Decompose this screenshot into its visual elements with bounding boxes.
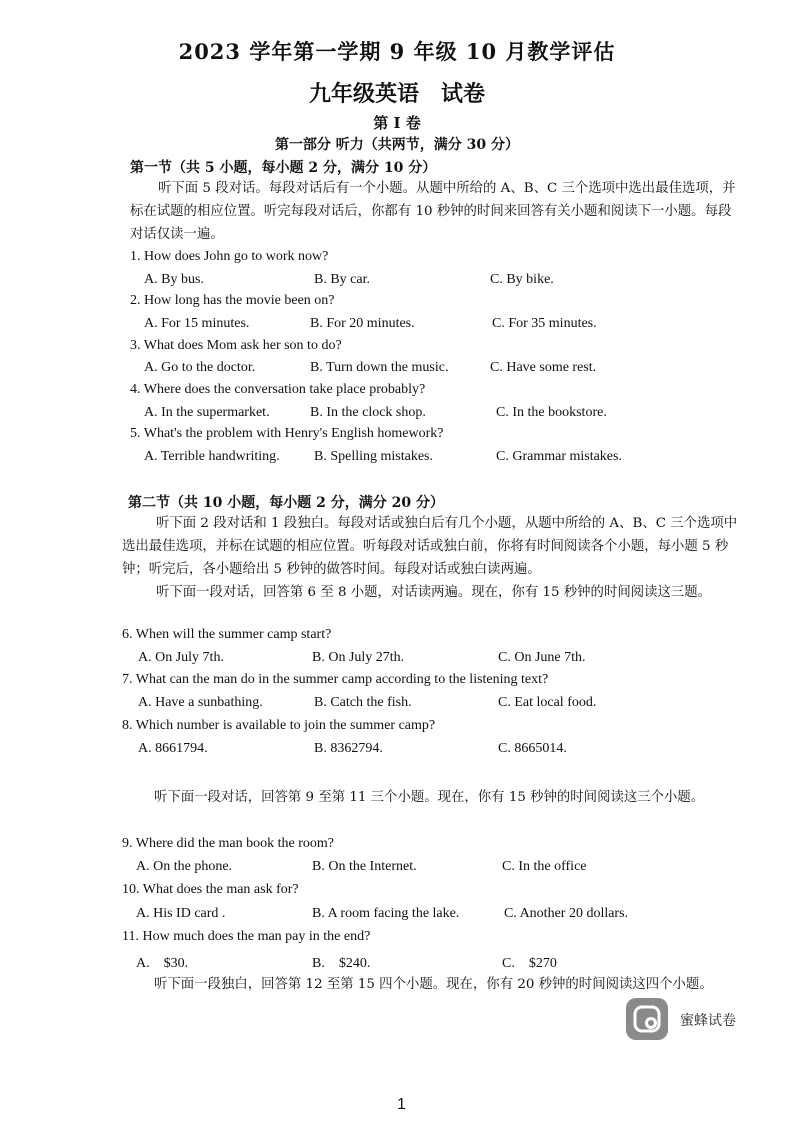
q1-option-a: A. By bus. — [144, 272, 204, 287]
section2-instructions: 听下面 2 段对话和 1 段独白。每段对话或独白后有几个小题，从题中所给的 A、B、C 三个选项中选出最佳选项，并标在试题的相应位置。听每段对话或独白前，你将有时间阅读各个小题，每小题 5 秒钟；听完后，各小题给出 5 秒钟的做答时间。每段对话或独白读两遍。 — [122, 516, 738, 577]
q7-option-c: C. Eat local food. — [498, 695, 597, 710]
intro-questions-6-8: 听下面一段对话，回答第 6 至 8 小题，对话读两遍。现在，你有 15 秒钟的时间阅读这三题。 — [156, 585, 712, 600]
q1-option-b: B. By car. — [314, 272, 370, 287]
question-6: 6. When will the summer camp start? — [122, 627, 332, 642]
question-3: 3. What does Mom ask her son to do? — [130, 338, 342, 353]
q9-option-a: A. On the phone. — [136, 859, 233, 874]
question-9: 9. Where did the man book the room? — [122, 836, 335, 851]
q11-option-b: B. $240. — [312, 956, 371, 971]
q6-option-b: B. On July 27th. — [312, 650, 405, 665]
q10-option-c: C. Another 20 dollars. — [504, 906, 629, 921]
q9-option-c: C. In the office — [502, 859, 587, 874]
question-4: 4. Where does the conversation take place probably? — [130, 382, 426, 397]
section1-instructions: 听下面 5 段对话。每段对话后有一个小题。从题中所给的 A、B、C 三个选项中选出最佳选项，并标在试题的相应位置。听完每段对话后，你都有 10 秒钟的时间来回答有关小题和阅读下一小题。每段对话仅读一遍。 — [130, 181, 736, 242]
volume-label: 第 I 卷 — [373, 114, 421, 132]
exam-title: 2023 学年第一学期 9 年级 10 月教学评估 — [178, 39, 616, 64]
q5-option-a: A. Terrible handwriting. — [144, 449, 280, 464]
question-7: 7. What can the man do in the summer camp according to the listening text? — [122, 672, 549, 687]
q8-option-a: A. 8661794. — [138, 741, 208, 756]
q2-option-c: C. For 35 minutes. — [492, 316, 597, 331]
section1-heading: 第一节（共 5 小题，每小题 2 分，满分 10 分） — [130, 160, 437, 176]
q5-option-c: C. Grammar mistakes. — [496, 449, 622, 464]
q2-option-a: A. For 15 minutes. — [144, 316, 250, 331]
exam-subtitle: 九年级英语 试卷 — [308, 81, 485, 107]
question-11: 11. How much does the man pay in the end? — [122, 929, 371, 944]
q4-option-a: A. In the supermarket. — [144, 405, 270, 420]
page-number: 1 — [397, 1096, 406, 1113]
q6-option-c: C. On June 7th. — [498, 650, 586, 665]
q6-option-a: A. On July 7th. — [138, 650, 224, 665]
question-5: 5. What's the problem with Henry's English homework? — [130, 426, 444, 441]
intro-questions-9-11: 听下面一段对话，回答第 9 至第 11 三个小题。现在，你有 15 秒钟的时间阅读这三个小题。 — [154, 790, 705, 805]
q8-option-b: B. 8362794. — [314, 741, 383, 756]
q11-option-c: C. $270 — [502, 956, 557, 971]
q4-option-c: C. In the bookstore. — [496, 405, 607, 420]
q11-option-a: A. $30. — [136, 956, 189, 971]
q9-option-b: B. On the Internet. — [312, 859, 417, 874]
q1-option-c: C. By bike. — [490, 272, 554, 287]
bee-logo-icon — [626, 998, 668, 1040]
q4-option-b: B. In the clock shop. — [310, 405, 426, 420]
q3-option-b: B. Turn down the music. — [310, 360, 449, 375]
question-10: 10. What does the man ask for? — [122, 882, 299, 897]
q10-option-a: A. His ID card . — [136, 906, 226, 921]
intro-questions-12-15: 听下面一段独白，回答第 12 至第 15 四个小题。现在，你有 20 秒钟的时间阅读这四个小题。 — [154, 977, 713, 992]
question-8: 8. Which number is available to join the summer camp? — [122, 718, 436, 733]
q3-option-c: C. Have some rest. — [490, 360, 597, 375]
q8-option-c: C. 8665014. — [498, 741, 567, 756]
q2-option-b: B. For 20 minutes. — [310, 316, 415, 331]
q3-option-a: A. Go to the doctor. — [144, 360, 256, 375]
question-1: 1. How does John go to work now? — [130, 249, 329, 264]
section2-heading: 第二节（共 10 小题，每小题 2 分，满分 20 分） — [128, 495, 444, 511]
q10-option-b: B. A room facing the lake. — [312, 906, 460, 921]
brand-watermark: 蜜蜂试卷 — [680, 1013, 736, 1029]
q5-option-b: B. Spelling mistakes. — [314, 449, 433, 464]
q7-option-a: A. Have a sunbathing. — [138, 695, 263, 710]
q7-option-b: B. Catch the fish. — [314, 695, 412, 710]
part-heading: 第一部分 听力（共两节，满分 30 分） — [274, 137, 520, 153]
question-2: 2. How long has the movie been on? — [130, 293, 335, 308]
